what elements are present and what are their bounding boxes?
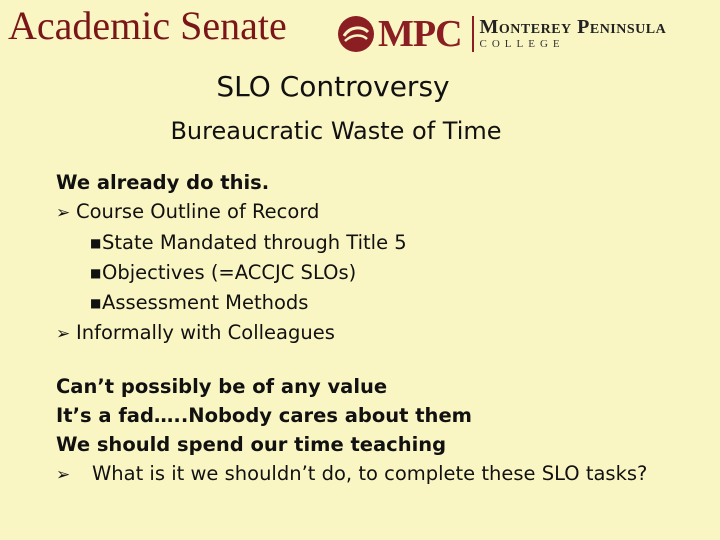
- logo-name: Monterey Peninsula: [479, 15, 667, 38]
- list-item: ➢ What is it we shouldn’t do, to complete these SLO tasks?: [56, 459, 706, 490]
- logo-college: COLLEGE: [479, 37, 565, 50]
- section2-line: Can’t possibly be of any value: [56, 375, 388, 398]
- section2-line: We should spend our time teaching: [56, 433, 447, 456]
- list-item: ➢ Course Outline of Record: [56, 197, 706, 228]
- sub-list-item: ■State Mandated through Title 5: [56, 228, 706, 258]
- square-bullet-icon: ■: [90, 296, 102, 310]
- mpc-seal-icon: [336, 14, 376, 54]
- arrow-bullet-icon: ➢: [56, 203, 71, 223]
- sub-list-item: ■Objectives (=ACCJC SLOs): [56, 258, 706, 288]
- list-item: ➢ Informally with Colleagues: [56, 318, 706, 349]
- header-title: Academic Senate: [8, 3, 287, 48]
- slide-title: SLO Controversy: [216, 70, 450, 103]
- sub-list-item: ■Assessment Methods: [56, 288, 706, 318]
- logo-abbrev: MPC: [378, 13, 462, 55]
- square-bullet-icon: ■: [90, 266, 102, 280]
- slide-subtitle: Bureaucratic Waste of Time: [170, 117, 502, 145]
- section2-line: It’s a fad…..Nobody cares about them: [56, 404, 472, 427]
- logo-divider: [472, 16, 474, 52]
- section1-heading: We already do this.: [56, 171, 270, 194]
- logo-wordmark: [480, 17, 667, 51]
- college-logo: [336, 14, 666, 54]
- square-bullet-icon: ■: [90, 236, 102, 250]
- arrow-bullet-icon: ➢: [56, 465, 71, 485]
- arrow-bullet-icon: ➢: [56, 324, 71, 344]
- slide-body: [56, 168, 706, 490]
- section-gap: [56, 349, 706, 372]
